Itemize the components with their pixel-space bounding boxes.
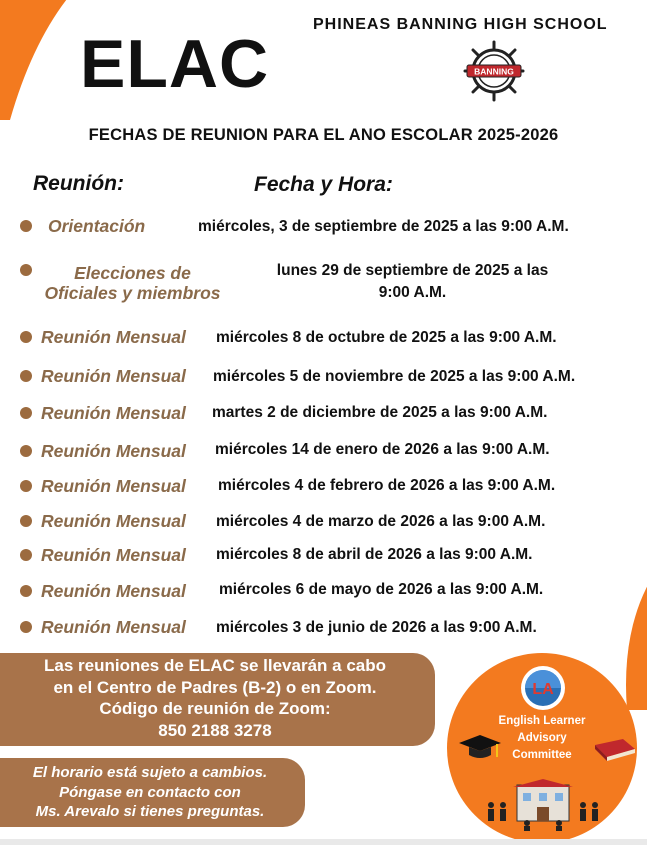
school-name: PHINEAS BANNING HIGH SCHOOL xyxy=(313,16,608,33)
footer-bar xyxy=(0,839,647,845)
meeting-date: miércoles 8 de abril de 2026 a las 9:00 A.M. xyxy=(216,546,533,563)
bullet-icon xyxy=(20,585,32,597)
bullet-icon xyxy=(20,621,32,633)
meeting-name: Reunión Mensual xyxy=(41,581,186,601)
column-header-date: Fecha y Hora: xyxy=(254,173,393,196)
zoom-code: 850 2188 3278 xyxy=(158,720,272,740)
location-info-text xyxy=(0,655,430,741)
meeting-name: Reunión Mensual xyxy=(41,327,186,347)
meeting-date: miércoles 8 de octubre de 2025 a las 9:00 A.M. xyxy=(216,329,557,346)
meeting-name: Reunión Mensual xyxy=(41,366,186,386)
seal-text: BANNING xyxy=(474,66,514,77)
meeting-date: miércoles 4 de marzo de 2026 a las 9:00 A.M. xyxy=(216,513,546,530)
meeting-date xyxy=(240,260,585,304)
meeting-name: Reunión Mensual xyxy=(41,511,186,531)
la-district-logo-icon xyxy=(520,665,566,711)
committee-line3: Committee xyxy=(512,749,572,761)
bullet-icon xyxy=(20,220,32,232)
school-building-icon xyxy=(481,779,605,831)
meeting-name-line1: Elecciones de xyxy=(74,263,191,283)
bullet-icon xyxy=(20,515,32,527)
meeting-name: Orientación xyxy=(48,216,146,236)
book-icon xyxy=(593,737,637,761)
meeting-name xyxy=(30,263,235,303)
meeting-date: miércoles, 3 de septiembre de 2025 a las 9:00 A.M. xyxy=(198,218,569,235)
meeting-date: miércoles 4 de febrero de 2026 a las 9:00 A.M. xyxy=(218,477,556,494)
notice-line1: El horario está sujeto a cambios. xyxy=(32,764,268,781)
location-line1: Las reuniones de ELAC se llevarán a cabo xyxy=(43,656,387,675)
location-line3: Código de reunión de Zoom: xyxy=(99,699,331,718)
elac-logo-title: ELAC xyxy=(80,26,270,102)
meeting-date: miércoles 6 de mayo de 2026 a las 9:00 A.M. xyxy=(219,581,544,598)
graduation-cap-icon xyxy=(457,733,503,763)
notice-text xyxy=(0,763,300,822)
bullet-icon xyxy=(20,407,32,419)
meeting-name: Reunión Mensual xyxy=(41,545,186,565)
column-header-meeting: Reunión: xyxy=(33,172,124,195)
meeting-name-line2: Oficiales y miembros xyxy=(44,283,221,303)
bullet-icon xyxy=(20,331,32,343)
bullet-icon xyxy=(20,549,32,561)
meeting-name: Reunión Mensual xyxy=(41,441,186,461)
meeting-name: Reunión Mensual xyxy=(41,476,186,496)
ships-wheel-seal-icon xyxy=(463,40,525,102)
meeting-date-line1: lunes 29 de septiembre de 2025 a las xyxy=(276,262,549,279)
notice-line2: Póngase en contacto con xyxy=(59,783,241,801)
page-heading: FECHAS DE REUNION PARA EL ANO ESCOLAR 2025-2026 xyxy=(88,126,559,144)
committee-badge xyxy=(447,653,637,843)
committee-line1: English Learner xyxy=(498,715,586,727)
meeting-date: miércoles 3 de junio de 2026 a las 9:00 A.M. xyxy=(216,619,537,636)
meeting-date: martes 2 de diciembre de 2025 a las 9:00 A.M. xyxy=(212,404,548,421)
committee-line2: Advisory xyxy=(517,732,567,744)
notice-line3: Ms. Arevalo si tienes preguntas. xyxy=(35,803,265,820)
meeting-date: miércoles 5 de noviembre de 2025 a las 9:00 A.M. xyxy=(213,368,576,385)
meeting-date-line2: 9:00 A.M. xyxy=(378,284,447,301)
meeting-name: Reunión Mensual xyxy=(41,403,186,423)
bullet-icon xyxy=(20,370,32,382)
bullet-icon xyxy=(20,480,32,492)
meeting-date: miércoles 14 de enero de 2026 a las 9:00 A.M. xyxy=(215,441,550,458)
meeting-name: Reunión Mensual xyxy=(41,617,186,637)
bullet-icon xyxy=(20,445,32,457)
la-logo-text: LA xyxy=(532,681,554,698)
location-line2: en el Centro de Padres (B-2) o en Zoom. xyxy=(53,677,377,697)
